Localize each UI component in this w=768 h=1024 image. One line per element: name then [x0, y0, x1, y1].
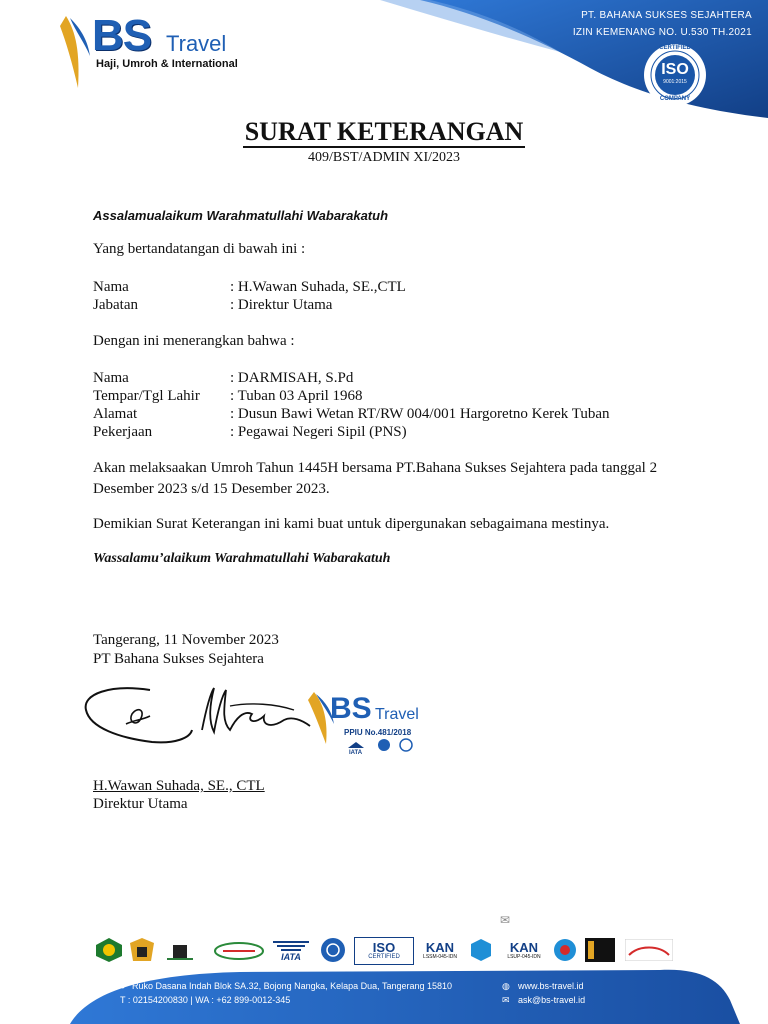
- document-title: SURAT KETERANGAN: [244, 117, 524, 146]
- subject-birth-label: Tempar/Tgl Lahir: [93, 388, 200, 404]
- company-name: PT Bahana Sukses Sejahtera: [93, 651, 264, 667]
- iso-badge-label: ISO: [661, 61, 689, 78]
- subject-occupation-label: Pekerjaan: [93, 424, 153, 440]
- logo-travel-text: Travel: [166, 31, 227, 56]
- kan-lssm-logo: KAN LSSM-045-IDN: [423, 939, 457, 960]
- stamp-travel-text: Travel: [375, 706, 419, 723]
- footer-address: Ruko Dasana Indah Blok SA.32, Bojong Nangka, Kelapa Dua, Tangerang 15810: [132, 981, 453, 991]
- iso-cert-logo: ISO CERTIFIED: [354, 937, 414, 965]
- intro-text: Yang bertandatangan di bawah ini :: [93, 241, 306, 257]
- stamp-bs-text: BS: [330, 692, 372, 725]
- subject-address-label: Alamat: [93, 406, 138, 422]
- closing-note: Demikian Surat Keterangan ini kami buat untuk dipergunakan sebagaimana mestinya.: [93, 516, 610, 532]
- statement-text: Dengan ini menerangkan bahwa :: [93, 333, 295, 349]
- footer-website[interactable]: www.bs-travel.id: [518, 981, 584, 991]
- email-icon: ✉: [502, 995, 510, 1005]
- iso-badge-top-text: CERTIFIED: [659, 45, 691, 51]
- stamp-ppiu-number: PPIU No.481/2018: [344, 728, 412, 737]
- stamp-iata-text: IATA: [349, 750, 363, 756]
- company-name-header: PT. BAHANA SUKSES SEJAHTERA: [581, 10, 752, 21]
- iata-logo-icon: IATA: [270, 937, 312, 963]
- footer-email[interactable]: ask@bs-travel.id: [518, 995, 586, 1005]
- closing-greeting: Wassalamu’alaikum Warahmatullahi Wabarakatuh: [93, 551, 391, 566]
- signature-image: [80, 680, 320, 760]
- globe-icon: ◍: [502, 981, 510, 991]
- subject-occupation-value: : Pegawai Negeri Sipil (PNS): [230, 424, 407, 440]
- license-number: IZIN KEMENANG NO. U.530 TH.2021: [572, 27, 752, 38]
- iso-badge-number: 9001:2015: [663, 79, 687, 85]
- body-paragraph: Akan melaksaakan Umroh Tahun 1445H bersama PT.Bahana Sukses Sejahtera pada tanggal 2 Desember 2023 s/d 15 Desember 2023.: [93, 460, 658, 497]
- envelope-icon: ✉: [500, 913, 511, 927]
- signer-name-value: : H.Wawan Suhada, SE.,CTL: [230, 279, 406, 295]
- location-icon: ●: [120, 981, 126, 991]
- subject-name-value: : DARMISAH, S.Pd: [230, 370, 354, 386]
- reference-number: 409/BST/ADMIN XI/2023: [307, 150, 461, 165]
- signer-name: H.Wawan Suhada, SE., CTL: [93, 778, 265, 794]
- subject-birth-value: : Tuban 03 April 1968: [230, 388, 363, 404]
- place-date: Tangerang, 11 November 2023: [93, 632, 279, 648]
- iso-badge-bottom-text: COMPANY: [659, 96, 691, 102]
- kan-lsup-logo: KAN LSUP-045-IDN: [507, 939, 541, 960]
- greeting: Assalamualaikum Warahmatullahi Wabarakatuh: [93, 208, 389, 223]
- logo-bs-text: BS: [92, 11, 152, 60]
- footer-banner: [0, 960, 768, 1024]
- signer-position-value: : Direktur Utama: [230, 297, 333, 313]
- signer-title: Direktur Utama: [93, 796, 188, 812]
- subject-address-value: : Dusun Bawi Wetan RT/RW 004/001 Hargoretno Kerek Tuban: [230, 406, 610, 422]
- subject-name-label: Nama: [93, 370, 129, 386]
- footer-phone: T : 02154200830 | WA : +62 899-0012-345: [120, 995, 291, 1005]
- logo-tagline: Haji, Umroh & International: [96, 58, 238, 70]
- signer-name-label: Nama: [93, 279, 129, 295]
- signer-position-label: Jabatan: [93, 297, 138, 313]
